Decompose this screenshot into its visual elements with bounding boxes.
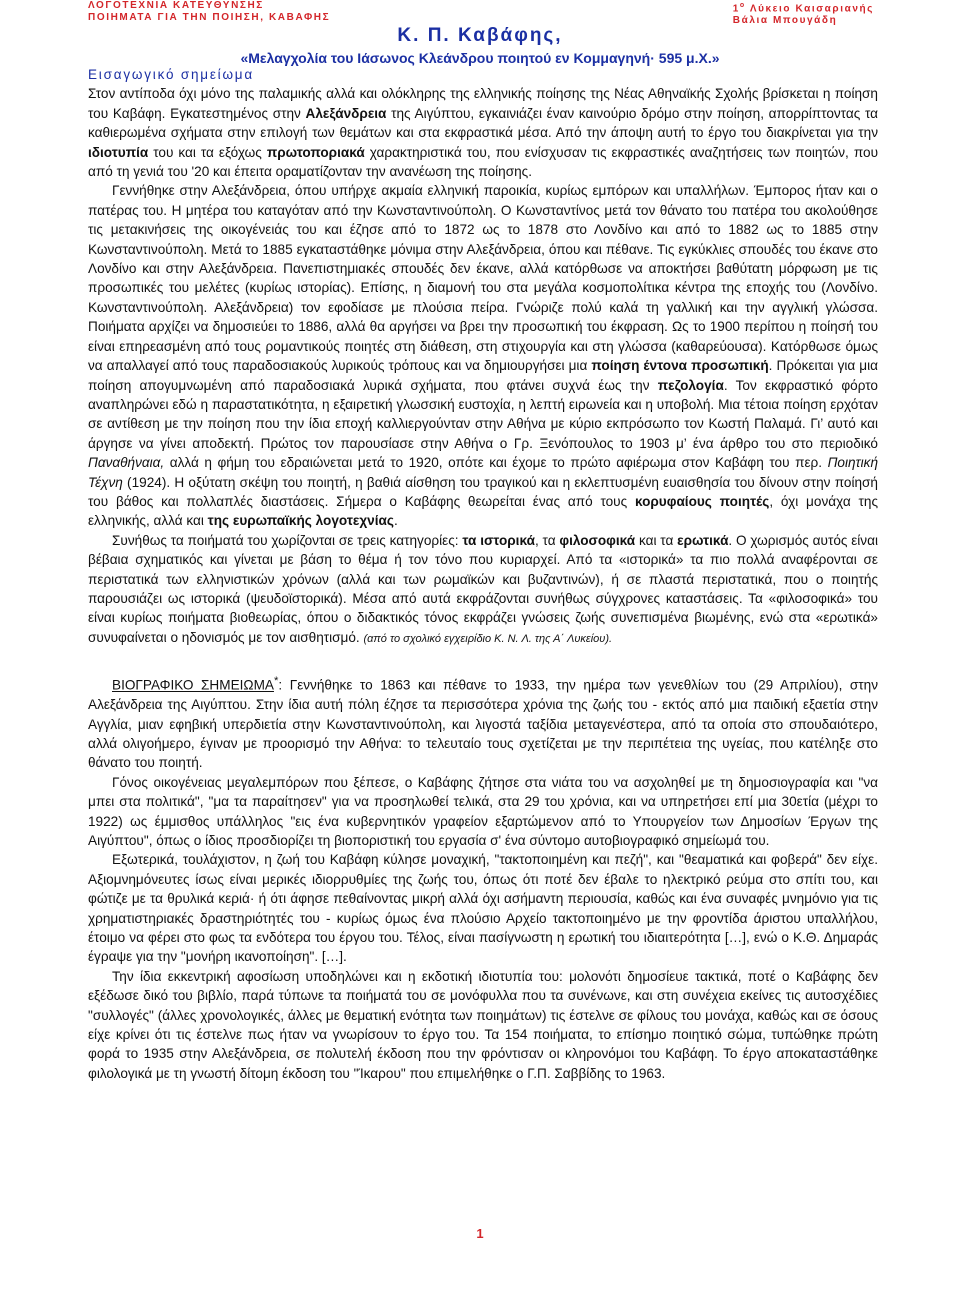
document-body [88, 65, 878, 1083]
header-school: $1^o$ Λύκειο Καισαριανής [732, 2, 874, 15]
page-number: 1 [476, 1226, 484, 1241]
header-subject: ΛΟΓΟΤΕΧΝΙΑ ΚΑΤΕΥΘΥΝΣΗΣ [88, 0, 264, 11]
intro-paragraph-1: Στον αντίποδα όχι μόνο της παλαμικής αλλά και ολόκληρης της ελληνικής ποίησης της Νέας Αθηναϊκής Σχολής βρίσκεται η ποίηση του Καβάφη. Εγκατεστημένος στην Αλεξάνδρεια της Αιγύπτου, εγκαινιάζει έναν καινούριο δρόμο στην ποίηση, απορρίπτοντας τα καθιερωμένα σχήματα στην επιλογή των θεμάτων και στα εκφραστικά μέσα. Από την άποψη αυτή το έργο του διακρίνεται για την ιδιοτυπία του και τα εξόχως πρωτοποριακά χαρακτηριστικά του, που ενίσχυσαν τις εκφραστικές αναζητήσεις των ποιητών, που από τη γενιά του '20 και έπειτα οραματίζονταν την ανανέωση της ποίησης. [88, 86, 879, 180]
intro-paragraph-2: Γεννήθηκε στην Αλεξάνδρεια, όπου υπήρχε ακμαία ελληνική παροικία, κυρίως εμπόρων και υπαλλήλων. Έμπορος ήταν και ο πατέρας του. Η μητέρα του καταγόταν από την Κωνσταντινούπολη. Ο Κωνσταντίνος μετά τον θάνατο του πατέρα του ακολούθησε τις μετακινήσεις της οικογένειάς του και έζησε από το 1872 ως το 1878 στο Λονδίνο και από το 1882 ως το 1885 στην Κωνσταντινούπολη. Μετά το 1885 εγκαταστάθηκε μόνιμα στην Αλεξάνδρεια, όπου και πέθανε. Τις εγκύκλιες σπουδές του έκανε στο Λονδίνο και στην Αλεξάνδρεια. Πανεπιστημιακές σπουδές δεν έκανε, αλλά κατόρθωσε να αποκτήσει βαθύτατη μόρφωση με τις προσωπικές του μελέτες (κυρίως ιστορίας). Επίσης, η διαμονή του στα μεγάλα κοσμοπολίτικα κέντρα της εποχής του (Λονδίνο. Κωνσταντινούπολη. Αλεξάνδρεια) τον εφοδίασε με πλούσια πείρα. Γνώριζε πολύ καλά τη γαλλική και την αγγλική γλώσσα. Ποιήματα αρχίζει να δημοσιεύει το 1886, αλλά θα αργήσει να βρει την προσωπική του έκφραση. Ως το 1900 περίπου η ποίησή του είναι επηρεασμένη από τους ρομαντικούς ποιητές στη διάθεση, στη στιχουργία και στη γλώσσα (καθαρεύουσα). Κατόρθωσε όμως να απαλλαγεί από τους παραδοσιακούς λυρικούς τρόπους και να δημιουργήσει μια ποίηση έντονα προσωπική. Πρόκειται για μια ποίηση απογυμνωμένη από παραδοσιακά λυρικά σχήματα, που φτάνει συχνά έως την πεζολογία. Τον εκφραστικό φόρτο αναπληρώνει εδώ η παραστατικότητα, η εξαιρετική γλωσσική ευστοχία, η λεπτή ειρωνεία και η υποβολή. Μια τέτοια ποίηση ερχόταν σε αντίθεση με την ποίηση που την ίδια εποχή καλλιεργούνταν στην Αθήνα με κύριο εκπρόσωπο τον Κωστή Παλαμά. Γι’ αυτό και άργησε να γίνει αποδεκτή. Πρώτος τον παρουσίασε στην Αθήνα ο Γρ. Ξενόπουλος το 1903 μ’ ένα άρθρο του στο περιοδικό Παναθήναια, αλλά η φήμη του εδραιώνεται μετά το 1920, οπότε και έχομε το πρώτο αφιέρωμα στον Καβάφη του περ. Ποιητική Τέχνη (1924). Η οξύτατη σκέψη του ποιητή, η βαθιά αίσθηση του τραγικού και η εκλεπτυσμένη ευαισθησία του δίνουν στην ποίησή του βάθος και πολλαπλές διαστάσεις. Σήμερα ο Καβάφης θεωρείται ένας από τους κορυφαίους ποιητές, όχι μονάχα της ελληνικής, αλλά και της ευρωπαϊκής λογοτεχνίας. [88, 183, 879, 529]
bio-heading: ΒΙΟΓΡΑΦΙΚΟ ΣΗΜΕΙΩΜΑ [112, 677, 274, 693]
title-author: Κ. Π. Καβάφης, [397, 25, 563, 46]
bio-paragraph-1: ΒΙΟΓΡΑΦΙΚΟ ΣΗΜΕΙΩΜΑ*: Γεννήθηκε το 1863 και πέθανε το 1933, την ημέρα των γενεθλίων του (29 Απριλίου), στην Αλεξάνδρεια της Αιγύπτου. Στην ίδια αυτή πόλη έζησε τα περισσότερα χρόνια της ζωής του - εκτός από μια παιδική εξαετία στην Αγγλία, μιαν εφηβική υπερδιετία στην Κωνσταντινούπολη, και λιγοστά ταξίδια μεταγενέστερα, από τα οποία στο σπουδαιότερο, αλλά ολιγοήμερο, έγιναν με προορισμό την Αθήνα: το τελευταίο τους σχετίζεται με την περιπέτεια της υγείας, που κατέληξε στο θάνατο του ποιητή. [88, 675, 878, 771]
intro-heading: Εισαγωγικό σημείωμα [88, 67, 254, 82]
bio-paragraph-2: Γόνος οικογένειας μεγαλεμπόρων που ξέπεσε, ο Καβάφης ζήτησε στα νιάτα του να ασχοληθεί με τη δημοσιογραφία και "να μπει στα πολιτικά", "μα τα παραίτησεν" για να προσηλωθεί τελικά, στα 29 του χρόνια, και να υπηρετήσει επί μια 30ετία (μέχρι το 1922) ως έμμισθος υπάλληλος "εις ένα κυβερνητικόν γραφείον εξαρτώμενον από το Υπουργείον των Δημοσίων Έργων της Αιγύπτου", όπως ο ίδιος προσδιορίζει τη βιοποριστική του εργασία σ' ένα σύντομο αυτοβιογραφικό σημείωμά του. [88, 774, 878, 848]
bio-paragraph-4: Την ίδια εκκεντρική αφοσίωση υποδηλώνει και η εκδοτική ιδιοτυπία του: μολονότι δημοσίευε τακτικά, ποτέ ο Καβάφης δεν εξέδωσε δικό του βιβλίο, παρά τύπωνε τα ποιήματά του σε μονόφυλλα που τα συνένωνε, και στη συνέχεια εκείνες τις αυτοσχέδιες "συλλογές" (άλλες χρονολογικές, άλλες με θεματική ενότητα των ποιημάτων) τις έστελνε σε φίλους του μονάχα, καθώς και σε όσους είχε κρίνει ότι τις έστελνε πως ήταν να γνωρίσουν το έργο του. Τα 154 ποιήματα, το επίσημο ποιητικό σώμα, τυπώθηκε πρώτη φορά το 1935 στην Αλεξάνδρεια, σε πολυτελή έκδοση που την φρόντισαν οι κληρονόμοι του Καβάφη. Το έργο αποκαταστάθηκε φιλολογικά με τη γνωστή δίτομη έκδοση του "Ίκαρου" που επιμελήθηκε ο Γ.Π. Σαββίδης το 1963. [88, 968, 878, 1081]
header-teacher: Βάλια Μπουγάδη [732, 15, 838, 27]
page-header-right [732, 0, 874, 27]
page-header-left [88, 0, 330, 24]
source-citation: (από το σχολικό εγχειρίδιο Κ. Ν. Λ. της Α΄ Λυκείου). [363, 632, 613, 645]
bio-paragraph-3: Εξωτερικά, τουλάχιστον, η ζωή του Καβάφη κύλησε μοναχική, "τακτοποιημένη και πεζή", και "θεαματικά και φοβερά" δεν είχε. Αξιομνημόνευτες ίσως είναι μερικές ιδιορρυθμίες της ζωής του, όπως ότι ποτέ δεν έβαλε το ηλεκτρικό ρεύμα στο σπίτι του, και φώτιζε με τα θρυλικά κεριά· ή ότι άφησε πεθαίνοντας μικρή αλλά όχι ασήμαντη περιουσία, καθώς και ένα συναφές μνημόνιο για τις χρηματιστηριακές δραστηριότητές του - κυρίως όμως ένα πλούσιο Αρχείο τακτοποιημένο με την φροντίδα άριστου υπαλλήλου, έτοιμο να φέρει στο φως τα ενδότερα του έργου του. Τέλος, είναι πασίγνωστη η ερωτική του ιδιαιτερότητα […], ενώ ο Κ.Θ. Δημαράς έγραψε για την "μονήρη ικανοποίηση". […]. [88, 852, 878, 965]
document-title [0, 24, 960, 68]
intro-paragraph-3: Συνήθως τα ποιήματά του χωρίζονται σε τρεις κατηγορίες: τα ιστορικά, τα φιλοσοφικά και τα ερωτικά. Ο χωρισμός αυτός είναι βέβαια σχηματικός και γίνεται με βάση το θέμα ή τον τόνο που κυριαρχεί. Από τα «ιστορικά» τα πιο πολλά αναφέρονται σε περιστατικά των ελληνιστικών χρόνων (αλλά και των ρωμαϊκών και βυζαντινών), ή σε πλαστά περιστατικά, που ο ποιητής παρουσιάζει ως ιστορικά (ψευδοϊστορικά). Μέσα από αυτά εκφράζονται συνήθως σύγχρονες καταστάσεις. Τα «φιλοσοφικά» του είναι κυρίως ποιήματα βιοθεωρίας, όπου ο διδακτικός τόνος εκφράζει γνώσεις ζωής συνεπισμένα βιωμένης, ενώ στα «ερωτικά» συνυφαίνεται ο ηδονισμός με τον αισθητισμό. (από το σχολικό εγχειρίδιο Κ. Ν. Λ. της Α΄ Λυκείου). [88, 532, 878, 645]
title-poem: «Μελαγχολία του Ιάσωνος Κλεάνδρου ποιητού εν Κομμαγηνή· 595 μ.Χ.» [240, 50, 720, 66]
header-topic: ΠΟΙΗΜΑΤΑ ΓΙΑ ΤΗΝ ΠΟΙΗΣΗ, ΚΑΒΑΦΗΣ [88, 12, 331, 23]
